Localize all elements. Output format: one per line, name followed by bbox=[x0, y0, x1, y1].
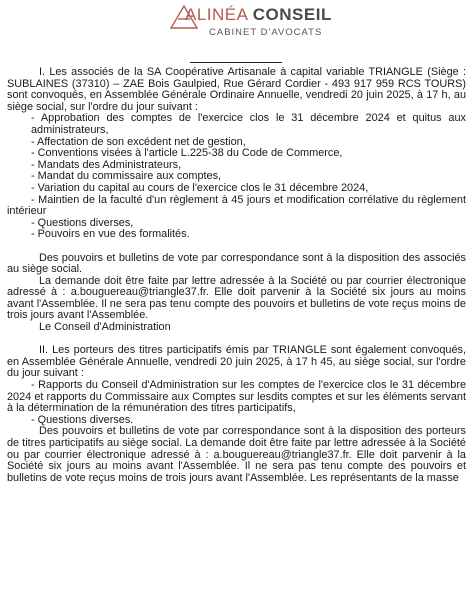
section2-agenda-item: - Rapports du Conseil d'Administration sur les comptes de l'exercice clos le 31 décembre 2024 et rapports du Commissaire aux Comptes sur lesdits comptes et sur les éléments servant à la détermination de la rémunération des titres participatifs, bbox=[7, 379, 466, 415]
paragraph-gap bbox=[7, 241, 466, 253]
logo-tagline: CABINET D'AVOCATS bbox=[209, 27, 323, 38]
section1-signature: Le Conseil d'Administration bbox=[39, 321, 171, 334]
logo-name bbox=[185, 5, 332, 25]
section1-agenda-item: - Maintien de la faculté d'un règlement à 45 jours et modification corrélative du règlement intérieur bbox=[7, 193, 466, 218]
section1-request-paragraph: La demande doit être faite par lettre adressée à la Société ou par courrier électronique adressé à : a.bouguereau@triangle37.fr. Elle doit parvenir à la Société six jours au moins avant l'Assemblée. Il ne sera pas tenu compte des pouvoirs et bulletins de vote reçus moins de trois jours avant l'Assemblée. bbox=[7, 274, 466, 322]
section1-agenda-item: - Affectation de son excédent net de gestion, bbox=[31, 135, 246, 148]
section1-agenda-item: - Pouvoirs en vue des formalités. bbox=[31, 228, 190, 241]
section1-agenda-item: - Approbation des comptes de l'exercice clos le 31 décembre 2024 et quitus aux administrateurs, bbox=[31, 112, 466, 136]
section1-agenda-item: - Mandat du commissaire aux comptes, bbox=[31, 170, 222, 183]
section1-agenda-item: - Conventions visées à l'article L.225-38 du Code de Commerce, bbox=[31, 147, 343, 160]
law-firm-logo bbox=[7, 0, 466, 48]
notice-body bbox=[7, 67, 466, 484]
section1-agenda-item: - Questions diverses, bbox=[31, 216, 134, 229]
section2-documents-paragraph: Des pouvoirs et bulletins de vote par correspondance sont à la disposition des porteurs de titres participatifs au siège social. La demande doit être faite par lettre adressée à la Société ou par courrier électronique adressé à : a.bouguereau@triangle37.fr. Elle doit parvenir à la Société six jours au moins avant l'Assemblée. Il ne sera pas tenu compte des pouvoirs et bulletins de vote reçus moins de trois jours avant l'Assemblée. Les représentants de la masse bbox=[7, 425, 466, 484]
logo-name-part2: CONSEIL bbox=[252, 5, 332, 24]
section1-intro: I. Les associés de la SA Coopérative Artisanale à capital variable TRIANGLE (Siège : SUBLAINES (37310) – ZAE Bois Gaulpied, Rue Gérard Cordier - 493 917 959 RCS TOURS) sont convoqués, en Assemblée Générale Ordinaire Annuelle, vendredi 20 juin 2025, à 17 h, au siège social, sur l'ordre du jour suivant : bbox=[7, 66, 466, 113]
section2-intro: II. Les porteurs des titres participatifs émis par TRIANGLE sont également convoqués, en Assemblée Générale Annuelle, vendredi 20 juin 2025, à 17 h 45, au siège social, sur l'ordre du jour suivant : bbox=[7, 344, 466, 380]
section1-agenda-item: - Variation du capital au cours de l'exercice clos le 31 décembre 2024, bbox=[31, 181, 369, 194]
header-divider bbox=[190, 62, 282, 63]
section1-agenda-item: - Mandats des Administrateurs, bbox=[31, 158, 182, 171]
section2-agenda-item: - Questions diverses. bbox=[31, 413, 134, 426]
logo-name-part1: ALINÉA bbox=[185, 5, 248, 24]
section1-documents-paragraph: Des pouvoirs et bulletins de vote par correspondance sont à la disposition des associés au siège social. bbox=[7, 251, 466, 276]
